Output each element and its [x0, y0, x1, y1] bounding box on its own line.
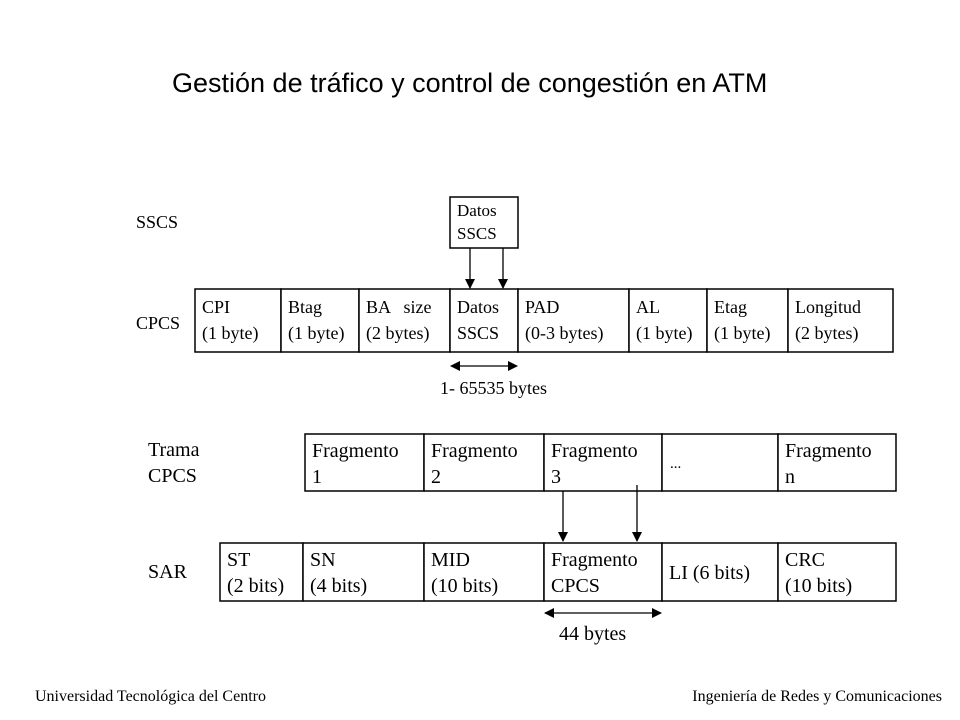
trama-row — [305, 434, 896, 491]
sar-cell-mid-line2: (10 bits) — [431, 575, 499, 597]
sar-cell-crc-line1: CRC — [785, 549, 826, 571]
page-title: Gestión de tráfico y control de congestión en ATM — [172, 68, 768, 98]
sar-cell-st-line2: (2 bits) — [227, 575, 285, 597]
cpcs-row — [195, 289, 893, 352]
cpcs-cell-basize-line2: (2 bytes) — [366, 323, 430, 343]
cpcs-cell-al-line1: AL — [636, 297, 660, 317]
trama-cell-2-line2: 2 — [431, 466, 441, 488]
cpcs-cell-longitud — [788, 289, 893, 352]
trama-cell-1 — [305, 434, 424, 491]
cpcs-cell-al-line2: (1 byte) — [636, 323, 693, 343]
cpcs-cell-cpi-line1: CPI — [202, 297, 231, 317]
cpcs-cell-etag-line1: Etag — [714, 297, 747, 317]
cpcs-cell-cpi-line2: (1 byte) — [202, 323, 259, 343]
cpcs-cell-etag-line2: (1 byte) — [714, 323, 771, 343]
cpcs-cell-btag-line2: (1 byte) — [288, 323, 345, 343]
trama-cell-1-line2: 1 — [312, 466, 322, 488]
cpcs-row-label: CPCS — [136, 313, 181, 333]
cpcs-cell-longitud-line2: (2 bytes) — [795, 323, 859, 343]
trama-cell-3-line2: 3 — [551, 466, 561, 488]
cpcs-cell-basize — [359, 289, 450, 352]
sar-cell-crc-line2: (10 bits) — [785, 575, 853, 597]
cpcs-cell-pad-line1: PAD — [525, 297, 560, 317]
cpcs-cell-pad-line2: (0-3 bytes) — [525, 323, 604, 343]
sar-row-label: SAR — [148, 561, 187, 583]
trama-cell-1-line1: Fragmento — [312, 440, 399, 462]
cpcs-cell-longitud-line1: Longitud — [795, 297, 861, 317]
trama-cell-ellipsis — [662, 434, 778, 491]
sar-cell-sn-line2: (4 bits) — [310, 575, 368, 597]
trama-cell-3 — [544, 434, 662, 491]
sar-cell-mid-line1: MID — [431, 549, 470, 571]
trama-cell-n — [778, 434, 896, 491]
sar-cell-mid — [424, 543, 544, 601]
sscs-row-label: SSCS — [136, 212, 179, 232]
sar-range-label: 44 bytes — [559, 623, 627, 645]
sar-cell-fragmento-line2: CPCS — [551, 575, 600, 597]
sar-cell-sn-line1: SN — [310, 549, 336, 571]
sar-cell-fragmento-line1: Fragmento — [551, 549, 638, 571]
cpcs-cell-basize-line1: BA size — [366, 297, 432, 317]
cpcs-cell-btag — [281, 289, 359, 352]
trama-cell-2-line1: Fragmento — [431, 440, 518, 462]
sar-row — [220, 543, 896, 601]
trama-cell-ellipsis-text: ... — [670, 456, 682, 472]
trama-row-label-2: CPCS — [148, 465, 197, 487]
footer-right: Ingeniería de Redes y Comunicaciones — [692, 688, 942, 705]
footer-left: Universidad Tecnológica del Centro — [35, 688, 266, 705]
trama-cell-3-line1: Fragmento — [551, 440, 638, 462]
sar-cell-st — [220, 543, 303, 601]
sar-cell-li-line1: LI (6 bits) — [669, 562, 751, 584]
sar-cell-li — [662, 543, 778, 601]
sar-cell-sn — [303, 543, 424, 601]
sscs-box-line1: Datos — [457, 201, 497, 220]
cpcs-cell-datos-line2: SSCS — [457, 323, 500, 343]
sscs-data-box — [450, 197, 518, 248]
sar-cell-st-line1: ST — [227, 549, 251, 571]
cpcs-cell-btag-line1: Btag — [288, 297, 322, 317]
sar-cell-fragmento — [544, 543, 662, 601]
cpcs-cell-datos — [450, 289, 518, 352]
cpcs-cell-pad — [518, 289, 629, 352]
trama-cell-n-line2: n — [785, 466, 795, 488]
cpcs-cell-al — [629, 289, 707, 352]
trama-cell-n-line1: Fragmento — [785, 440, 872, 462]
cpcs-cell-datos-line1: Datos — [457, 297, 499, 317]
cpcs-cell-etag — [707, 289, 788, 352]
cpcs-cell-cpi — [195, 289, 281, 352]
cpcs-range-label: 1- 65535 bytes — [440, 378, 547, 398]
sar-cell-crc — [778, 543, 896, 601]
sscs-box-line2: SSCS — [457, 224, 497, 243]
trama-row-label-1: Trama — [148, 439, 200, 461]
trama-cell-2 — [424, 434, 544, 491]
